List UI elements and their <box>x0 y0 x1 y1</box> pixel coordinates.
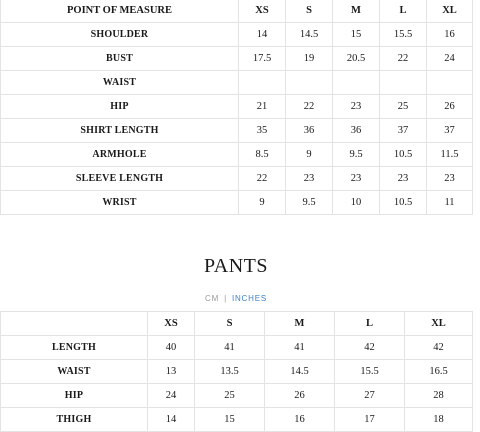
table-cell: 23 <box>380 167 427 191</box>
table-row <box>1 191 473 215</box>
table-row <box>1 360 473 384</box>
table-cell: 9 <box>239 191 286 215</box>
row-label: SHOULDER <box>1 23 239 47</box>
table-cell: 18 <box>405 408 473 432</box>
unit-toggle <box>0 294 472 303</box>
table-cell: 22 <box>286 95 333 119</box>
table-cell: 17.5 <box>239 47 286 71</box>
table-cell: 25 <box>195 384 265 408</box>
table-cell: 11 <box>427 191 473 215</box>
column-header: XS <box>239 0 286 23</box>
table-cell: 36 <box>286 119 333 143</box>
table-cell: 36 <box>333 119 380 143</box>
table-cell: 16 <box>427 23 473 47</box>
column-header: S <box>195 312 265 336</box>
column-header: M <box>333 0 380 23</box>
column-header: XS <box>148 312 195 336</box>
row-label: WAIST <box>1 71 239 95</box>
row-label: SLEEVE LENGTH <box>1 167 239 191</box>
table-cell: 10 <box>333 191 380 215</box>
row-label: HIP <box>1 95 239 119</box>
table-header-row <box>1 312 473 336</box>
table-cell: 16.5 <box>405 360 473 384</box>
unit-separator: | <box>224 294 227 303</box>
table-cell: 14 <box>148 408 195 432</box>
table-row <box>1 95 473 119</box>
table-cell: 14.5 <box>265 360 335 384</box>
table-cell: 8.5 <box>239 143 286 167</box>
table-cell: 42 <box>335 336 405 360</box>
table-cell: 21 <box>239 95 286 119</box>
row-label: LENGTH <box>1 336 148 360</box>
table-cell <box>286 71 333 95</box>
table-cell: 11.5 <box>427 143 473 167</box>
row-label: SHIRT LENGTH <box>1 119 239 143</box>
table-cell: 24 <box>148 384 195 408</box>
table-cell <box>427 71 473 95</box>
table-cell: 37 <box>380 119 427 143</box>
table-cell: 22 <box>239 167 286 191</box>
unit-inches-link[interactable]: INCHES <box>231 294 267 303</box>
column-header: S <box>286 0 333 23</box>
table-cell: 25 <box>380 95 427 119</box>
table-cell: 24 <box>427 47 473 71</box>
table-row <box>1 47 473 71</box>
table-header-row <box>1 0 473 23</box>
table-cell: 37 <box>427 119 473 143</box>
table-cell: 22 <box>380 47 427 71</box>
table-cell: 27 <box>335 384 405 408</box>
column-header: XL <box>427 0 473 23</box>
table-row <box>1 384 473 408</box>
table-cell: 10.5 <box>380 143 427 167</box>
table-row <box>1 71 473 95</box>
table-cell: 20.5 <box>333 47 380 71</box>
row-label: WRIST <box>1 191 239 215</box>
table-cell: 26 <box>265 384 335 408</box>
table-cell: 13.5 <box>195 360 265 384</box>
table-row <box>1 408 473 432</box>
table-row <box>1 167 473 191</box>
table-cell: 9.5 <box>333 143 380 167</box>
table-cell: 40 <box>148 336 195 360</box>
shirt-size-table <box>0 0 473 215</box>
row-label: THIGH <box>1 408 148 432</box>
table-cell: 15 <box>195 408 265 432</box>
table-cell: 10.5 <box>380 191 427 215</box>
table-row <box>1 23 473 47</box>
row-label: BUST <box>1 47 239 71</box>
table-cell: 23 <box>333 167 380 191</box>
row-label: HIP <box>1 384 148 408</box>
column-header: L <box>380 0 427 23</box>
column-header: L <box>335 312 405 336</box>
table-cell: 16 <box>265 408 335 432</box>
column-header: XL <box>405 312 473 336</box>
row-label: WAIST <box>1 360 148 384</box>
table-cell: 14.5 <box>286 23 333 47</box>
table-cell: 9.5 <box>286 191 333 215</box>
table-cell: 17 <box>335 408 405 432</box>
table-cell: 14 <box>239 23 286 47</box>
table-cell: 41 <box>265 336 335 360</box>
pants-size-table <box>0 311 473 432</box>
table-cell: 23 <box>286 167 333 191</box>
table-cell: 23 <box>333 95 380 119</box>
table-cell <box>333 71 380 95</box>
column-header <box>1 312 148 336</box>
unit-cm-link[interactable]: CM <box>205 294 220 303</box>
table-row <box>1 336 473 360</box>
table-cell: 15 <box>333 23 380 47</box>
table-cell: 15.5 <box>335 360 405 384</box>
row-label: ARMHOLE <box>1 143 239 167</box>
table-cell: 19 <box>286 47 333 71</box>
table-row <box>1 143 473 167</box>
table-cell: 42 <box>405 336 473 360</box>
table-cell: 41 <box>195 336 265 360</box>
table-cell: 26 <box>427 95 473 119</box>
table-cell <box>380 71 427 95</box>
table-cell: 28 <box>405 384 473 408</box>
table-cell: 23 <box>427 167 473 191</box>
table-cell: 9 <box>286 143 333 167</box>
column-header: M <box>265 312 335 336</box>
section-title-pants: PANTS <box>203 255 268 277</box>
table-cell: 15.5 <box>380 23 427 47</box>
table-row <box>1 119 473 143</box>
column-header: POINT OF MEASURE <box>1 0 239 23</box>
table-cell: 13 <box>148 360 195 384</box>
table-cell: 35 <box>239 119 286 143</box>
table-cell <box>239 71 286 95</box>
